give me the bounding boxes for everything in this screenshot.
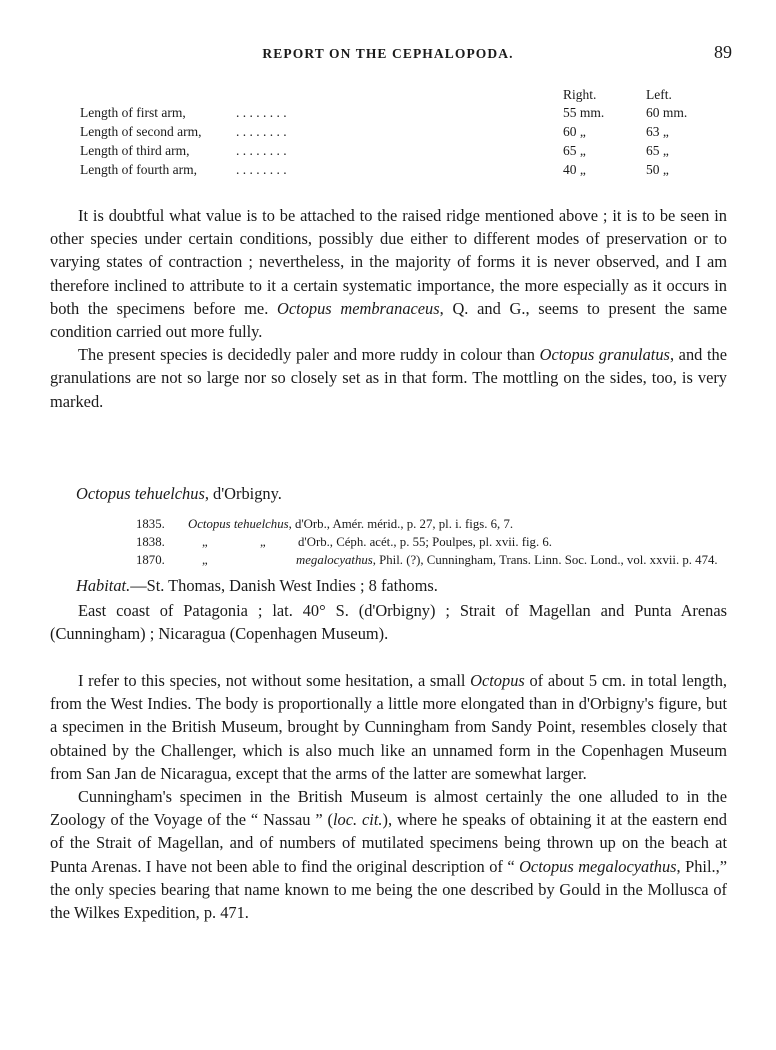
species-name: Octopus membranaceus <box>277 298 440 318</box>
text-run: The present species is decidedly paler and more ruddy in colour than <box>78 345 540 365</box>
right-value: 60 „ <box>563 124 586 139</box>
ditto-mark: „ <box>202 535 208 549</box>
row-label: Length of first arm, <box>80 105 186 120</box>
text-run: , Q. and G., seems to present the same condition carried out more fully. <box>50 298 727 342</box>
ditto-mark: „ <box>202 553 208 567</box>
row-label: Length of third arm, <box>80 143 190 158</box>
leader-dots: . . . . . . . . <box>236 124 287 139</box>
ref-species: megalocyathus <box>296 553 373 567</box>
text-run: of about 5 cm. in total length, from the West Indies. The body is proportionally a little more elongated than in d'Orbigny's figure, but a specimen in the British Museum, brought by Cunningham from Sandy Point, resembles closely that obtained by the Challenger, which is also much like an unnamed form in the Copenhagen Museum from San Jan de Nicaragua, except that the arms of the latter are somewhat larger. <box>50 671 727 783</box>
left-value: 63 „ <box>646 124 669 139</box>
paragraph-colour <box>50 343 727 413</box>
paragraph-ridge <box>50 204 727 343</box>
species-heading <box>76 484 282 504</box>
row-label: Length of fourth arm, <box>80 162 197 177</box>
header-title: REPORT ON THE CEPHALOPODA. <box>262 46 514 61</box>
text-run: ), where he speaks of obtaining it at the eastern end of the Strait of Magellan, and of numbers of mutilated specimens being thrown up on the beach at Punta Arenas. I have not been able to find the original description of “ <box>50 810 727 876</box>
habitat-label: Habitat. <box>76 576 131 595</box>
species-heading-name: Octopus tehuelchus <box>76 484 205 503</box>
genus-name: Octopus <box>470 671 525 690</box>
text-run: It is doubtful what value is to be attached to the raised ridge mentioned above ; it is to be seen in other species under certain conditions, possibly due either to different modes of preservation or to varying states of contraction ; nevertheless, in the majority of forms it is never observed, and I am therefore inclined to attribute to it a certain systematic importance, the more especially as it occurs in both the specimens before me. <box>50 206 727 318</box>
arm-length-table <box>80 87 700 181</box>
ref-year: 1870. <box>136 553 165 567</box>
leader-dots: . . . . . . . . <box>236 143 287 158</box>
ref-citation: d'Orb., Céph. acét., p. 55; Poulpes, pl. xvii. fig. 6. <box>298 535 552 549</box>
ditto-mark: „ <box>260 535 266 549</box>
left-value: 60 mm. <box>646 105 688 120</box>
table-row <box>80 143 700 162</box>
body-block-1 <box>50 204 727 413</box>
left-value: 50 „ <box>646 162 669 177</box>
species-heading-author: , d'Orbigny. <box>204 484 282 503</box>
species-name: Octopus granulatus <box>539 345 670 365</box>
right-value: 65 „ <box>563 143 586 158</box>
text-run: , Phil.,” the only species bearing that name known to me being the one described by Gould in the Mollusca of the Wilkes Expedition, p. 471. <box>50 856 727 923</box>
body-block-3 <box>50 669 727 924</box>
col-left-header: Left. <box>646 87 672 102</box>
table-row <box>80 124 700 143</box>
col-right-header: Right. <box>563 87 597 102</box>
leader-dots: . . . . . . . . <box>236 162 287 177</box>
ref-citation: , d'Orb., Amér. mérid., p. 27, pl. i. figs. 6, 7. <box>288 517 514 531</box>
running-header <box>0 40 776 64</box>
paragraph-cunningham <box>50 785 727 924</box>
species-name: Octopus megalocyathus <box>519 856 677 876</box>
ref-year: 1835. <box>136 517 165 531</box>
ref-species: Octopus tehuelchus <box>188 517 289 531</box>
paragraph-distribution <box>50 599 727 645</box>
row-label: Length of second arm, <box>80 124 202 139</box>
habitat-line <box>76 576 438 596</box>
paragraph-specimen <box>50 669 727 785</box>
table-row <box>80 162 700 181</box>
ref-citation: , Phil. (?), Cunningham, Trans. Linn. Soc. Lond., vol. xxvii. p. 474. <box>372 553 718 567</box>
text-run: Cunningham's specimen in the British Museum is almost certainly the one alluded to in the Zoology of the Voyage of the “ Nassau ” ( <box>50 787 727 830</box>
table-header <box>80 87 700 105</box>
table-row <box>80 105 700 124</box>
text-run: , and the granulations are not so large nor so closely set as in that form. The mottling on the sides, too, is very marked. <box>50 345 727 411</box>
right-value: 40 „ <box>563 162 586 177</box>
text-run: East coast of Patagonia ; lat. 40° S. (d'Orbigny) ; Strait of Magellan and Punta Arenas (Cunningham) ; Nicaragua (Copenhagen Museum). <box>50 601 727 644</box>
text-run: I refer to this species, not without some hesitation, a small <box>78 671 471 690</box>
right-value: 55 mm. <box>563 105 605 120</box>
leader-dots: . . . . . . . . <box>236 105 287 120</box>
ref-year: 1838. <box>136 535 165 549</box>
page-number: 89 <box>714 42 732 62</box>
left-value: 65 „ <box>646 143 669 158</box>
body-block-2 <box>50 599 727 645</box>
citation-abbrev: loc. cit. <box>333 810 383 830</box>
habitat-text: —St. Thomas, Danish West Indies ; 8 fathoms. <box>130 576 438 595</box>
